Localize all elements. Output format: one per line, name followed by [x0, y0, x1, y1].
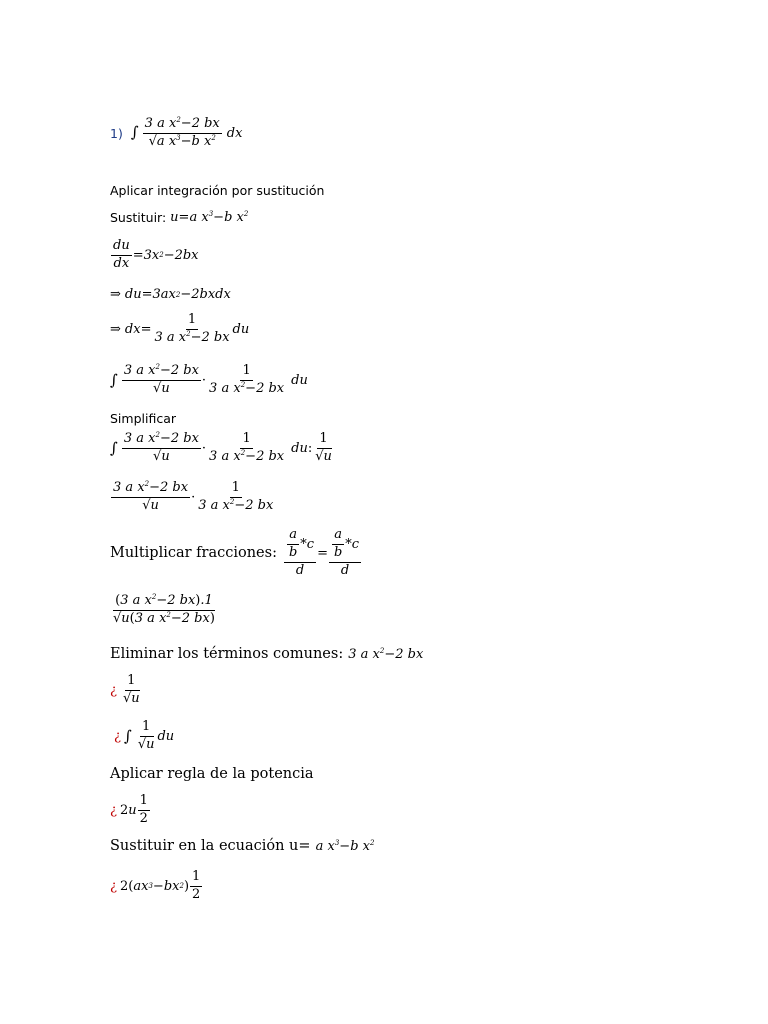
- integral-sign: ∫: [130, 122, 139, 141]
- substitute-label: Sustituir:: [110, 210, 167, 225]
- question-mark-glyph: ¿: [110, 682, 117, 698]
- implies-symbol: ⇒: [110, 287, 121, 302]
- step-12-product: $\frac{3 a x^2-2 bx}{√u}$ · $\frac{1}{3 a x^2-2 bx}$: [113, 480, 274, 513]
- compound-fraction: $\frac{a}{b}$ *c d: [284, 528, 316, 579]
- fraction: $\frac{1}{2}$: [192, 869, 201, 902]
- step-21-final-result: ¿ 2( a x 3 − b x 2 ) $\frac{1}{2}$: [110, 869, 201, 902]
- fraction: $\frac{1}{2}$: [139, 793, 148, 826]
- fraction: $\frac{3 a x^2-2 bx}{√u}$: [123, 431, 199, 464]
- fraction: $\frac{1}{3 a x^2-2 bx}$: [154, 312, 230, 345]
- back-substitute-label: Sustituir en la ecuación u=: [110, 838, 311, 854]
- fraction: $\frac{du}{dx}$: [113, 238, 130, 271]
- step-17-integral-simplified: ¿ ∫ $\frac{1}{√u}$ du: [114, 719, 175, 752]
- step-11-simplify-integral: ∫ $\frac{3 a x^2-2 bx}{√u}$ · $\frac{1}{3 a x^2-2 bx}$ du : $\frac{1}{√u}$: [110, 431, 332, 464]
- fraction: $\frac{3 a x^2-2 bx}{√u}$: [123, 363, 199, 396]
- implies-symbol: ⇒: [110, 321, 121, 337]
- step-6-dx: ⇒ dx = $\frac{1}{3 a x^2-2 bx}$ du: [110, 312, 250, 345]
- fraction: $\frac{3 a x^2-2 bx}{√a x^3-b x^2}$: [144, 116, 220, 149]
- fraction-rule: $\frac{a}{b}$ *c d = $\frac{a}{b}$ *c d: [283, 528, 362, 579]
- fraction: $\frac{(3 a x^2-2 bx).1}{√u(3 a x^2-2 bx)}$: [113, 593, 215, 626]
- compound-fraction: $\frac{a}{b}$ *c d: [329, 528, 361, 579]
- step-16-result: [110, 674, 143, 707]
- step-5-du: ⇒ du =3 a x 2 −2 bxdx: [110, 287, 231, 302]
- fraction: $\frac{1}{√u}$: [137, 719, 155, 752]
- question-mark-glyph: ¿: [114, 728, 121, 744]
- sqrt-sign: √: [148, 133, 157, 149]
- step-15-cancel-terms: Eliminar los términos comunes: 3 a $x^2-2$ bx: [110, 646, 424, 662]
- multiply-label: Multiplicar fracciones:: [110, 545, 277, 562]
- step-1-original-integral: [110, 117, 242, 150]
- u-definition: u=a $x^3-b$ $x^2$: [170, 210, 249, 225]
- step-20-back-substitute: Sustituir en la ecuación u= a $x^3-b$ $x^2$: [110, 838, 375, 854]
- integral-sign: ∫: [110, 371, 118, 390]
- step-19-power-rule-result: ¿ 2 u $\frac{1}{2}$: [110, 793, 148, 826]
- original-integral-expression: ∫ $\frac{3 a x^2-2 bx}{√a x^3-b x^2}$ dx: [130, 116, 243, 149]
- step-number: 1): [110, 125, 123, 141]
- integral-sign: ∫: [123, 727, 132, 746]
- step-10-text: Simplificar: [110, 411, 177, 426]
- fraction: $\frac{1}{3 a x^2-2 bx}$: [209, 431, 285, 464]
- fraction: $\frac{1}{√u}$: [315, 431, 332, 464]
- fraction: $\frac{1}{√u}$: [122, 673, 140, 706]
- question-mark-glyph: ¿: [110, 802, 117, 818]
- step-14-combined-fraction: [110, 594, 218, 627]
- step-18-text: Aplicar regla de la potencia: [110, 766, 314, 782]
- fraction: $\frac{3 a x^2-2 bx}{√u}$: [113, 480, 189, 513]
- step-4-derivative: $\frac{du}{dx}$ =3 x 2 −2 bx: [113, 238, 199, 271]
- step-13-multiply-fractions: [110, 528, 362, 579]
- fraction: $\frac{1}{3 a x^2-2 bx}$: [209, 363, 285, 396]
- step-7-substituted-integral: ∫ $\frac{3 a x^2-2 bx}{√u}$ · $\frac{1}{3 a x^2-2 bx}$ du: [110, 363, 308, 396]
- step-2-text: Aplicar integración por sustitución: [110, 183, 325, 198]
- fraction: $\frac{1}{3 a x^2-2 bx}$: [198, 480, 274, 513]
- integral-sign: ∫: [110, 439, 118, 458]
- cancel-label: Eliminar los términos comunes:: [110, 646, 344, 662]
- step-3-substitution: [110, 210, 248, 225]
- question-mark-glyph: ¿: [110, 878, 117, 894]
